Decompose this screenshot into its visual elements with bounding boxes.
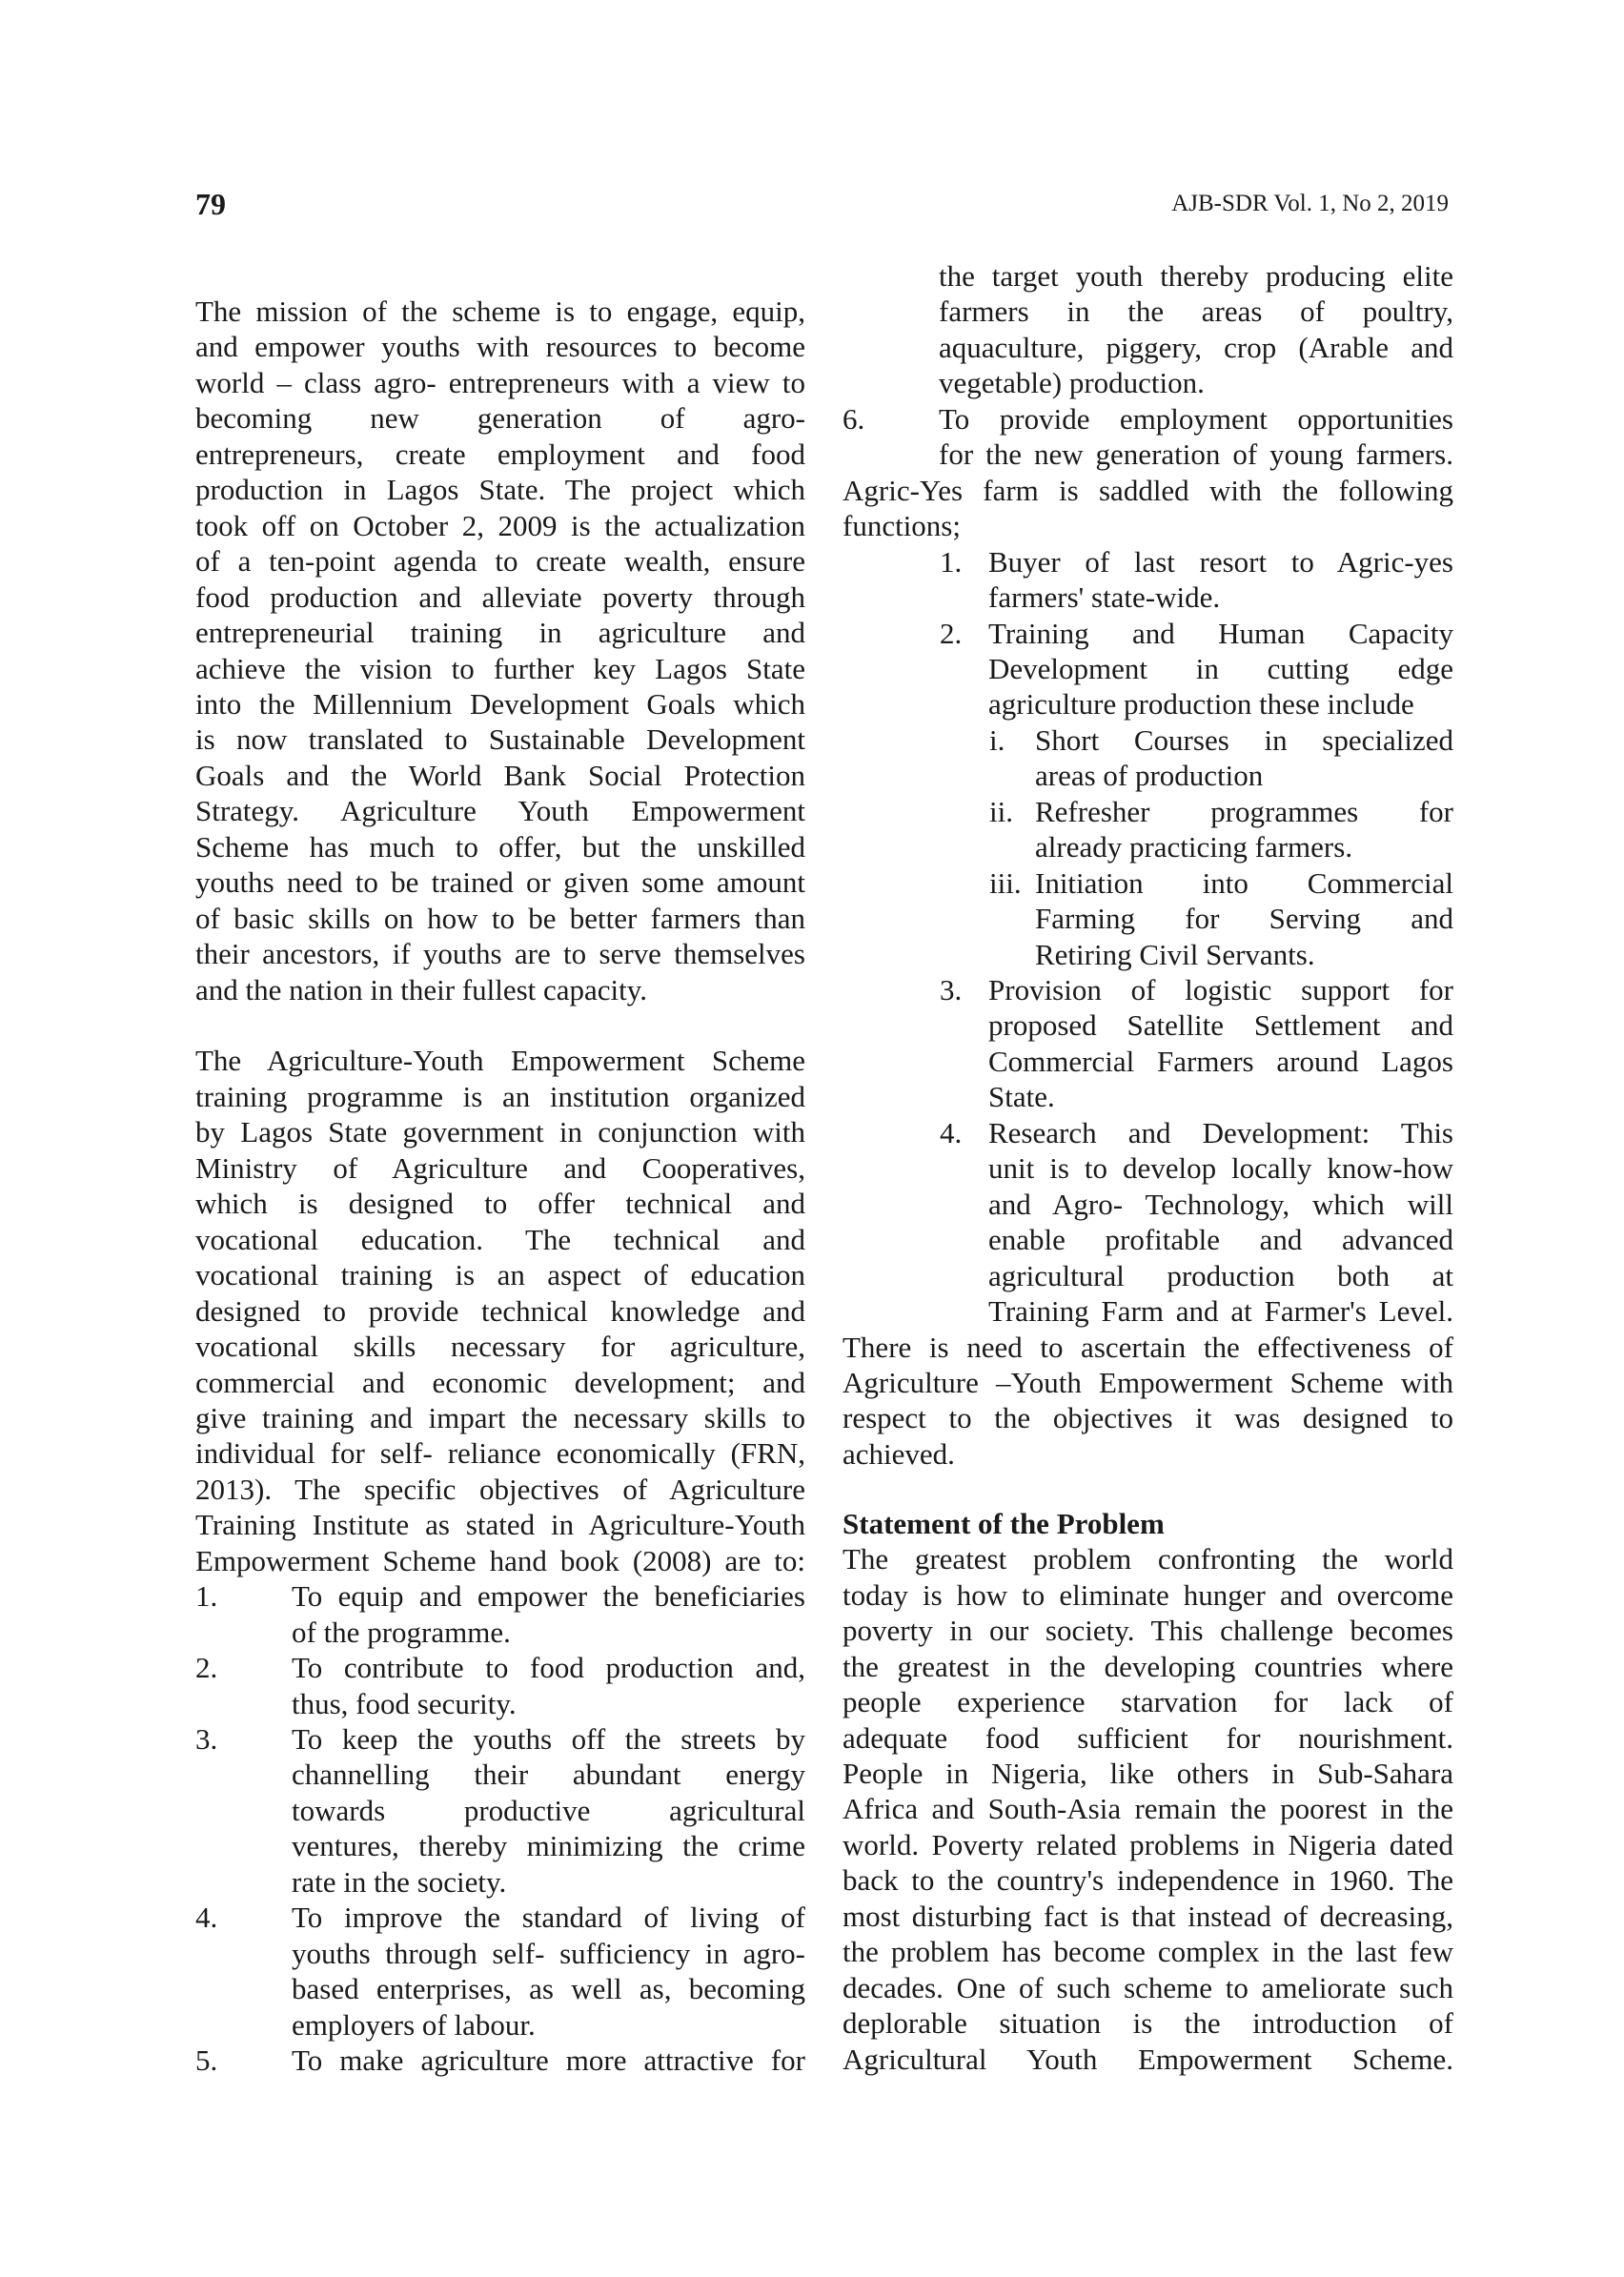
paragraph-line: functions; [842,509,961,543]
paragraph-line: commercial and economic development; and [195,1365,805,1399]
paragraph-line: deplorable situation is the introduction of [842,2006,1453,2041]
paragraph-line: food production and alleviate poverty through [195,579,805,614]
list-item-line: based enterprises, as well as, becoming [292,1972,805,2006]
function-line: Training Farm and at Farmer's Level. [988,1294,1453,1329]
paragraph-line: adequate food sufficient for nourishment. [842,1720,1453,1755]
paragraph-line: which is designed to offer technical and [195,1187,805,1221]
paragraph-line: training programme is an institution organized [195,1079,805,1113]
paragraph-line: Africa and South-Asia remain the poorest in the [842,1792,1453,1826]
list-item-line: To contribute to food production and, [292,1651,805,1685]
sub-item-line: Initiation into Commercial [1035,865,1453,900]
list-item-line: aquaculture, piggery, crop (Arable and [939,330,1453,364]
list-number: 6. [842,401,865,436]
paragraph-line: Agricultural Youth Empowerment Scheme. [842,2042,1453,2076]
function-number: 2. [940,616,963,650]
list-item-line: youths through self- sufficiency in agro- [292,1936,805,1970]
list-item-line: ventures, thereby minimizing the crime [292,1829,805,1863]
sub-list-roman: i. [989,722,1005,757]
function-line: unit is to develop locally know-how [988,1151,1453,1186]
list-item-line: of the programme. [292,1615,511,1649]
list-item-line: To equip and empower the beneficiaries [292,1579,805,1614]
function-line: farmers' state-wide. [988,580,1221,615]
list-item-line: To make agriculture more attractive for [292,2043,805,2078]
function-line: enable profitable and advanced [988,1223,1453,1257]
paragraph-line: achieved. [842,1436,955,1471]
list-item-line: rate in the society. [292,1864,507,1899]
sub-item-line: Short Courses in specialized [1035,722,1453,757]
list-item-line: channelling their abundant energy [292,1758,805,1792]
paragraph-line: the greatest in the developing countries where [842,1649,1453,1683]
paragraph-line: Goals and the World Bank Social Protection [195,758,805,792]
paragraph-line: back to the country's independence in 1960. The [842,1863,1453,1898]
paragraph-line: entrepreneurs, create employment and food [195,437,805,471]
list-item-line: To provide employment opportunities [939,401,1453,436]
list-item-line: vegetable) production. [939,366,1205,400]
function-line: Provision of logistic support for [988,973,1453,1006]
paragraph-line: by Lagos State government in conjunction with [195,1115,805,1149]
paragraph-line: world. Poverty related problems in Nigeria dated [842,1827,1453,1861]
paragraph-line: achieve the vision to further key Lagos State [195,651,805,685]
paragraph-line: of basic skills on how to be better farmers than [195,901,805,935]
function-number: 3. [940,973,963,1006]
paragraph-line: today is how to eliminate hunger and overcome [842,1577,1453,1612]
paragraph-line: production in Lagos State. The project which [195,473,805,507]
list-item-line: farmers in the areas of poultry, [939,295,1453,329]
paragraph-line: and the nation in their fullest capacity. [195,972,648,1006]
list-number: 4. [195,1901,218,1935]
paragraph-line: the problem has become complex in the last few [842,1935,1453,1969]
paragraph-line: Training Institute as stated in Agriculture-Youth [195,1508,805,1542]
sub-item-line: Farming for Serving and [1035,902,1453,936]
paragraph-line: entrepreneurial training in agriculture and [195,616,805,650]
function-line: agriculture production these include [988,687,1414,722]
paragraph-line: world – class agro- entrepreneurs with a view to [195,365,805,399]
paragraph-line: took off on October 2, 2009 is the actualization [195,508,805,542]
paragraph-line: is now translated to Sustainable Development [195,722,805,757]
function-line: Research and Development: This [988,1115,1453,1149]
paragraph-line: Agriculture –Youth Empowerment Scheme with [842,1365,1453,1399]
function-line: proposed Satellite Settlement and [988,1008,1453,1043]
paragraph-line: into the Millennium Development Goals which [195,686,805,721]
paragraph-line: 2013). The specific objectives of Agriculture [195,1472,805,1506]
paragraph-line: The mission of the scheme is to engage, equip, [195,295,805,328]
sub-item-line: already practicing farmers. [1035,830,1353,864]
section-heading: Statement of the Problem [842,1506,1165,1540]
list-number: 5. [195,2043,218,2078]
paragraph-line: Ministry of Agriculture and Cooperatives, [195,1150,805,1185]
function-number: 4. [940,1115,963,1149]
function-line: Commercial Farmers around Lagos [988,1044,1453,1078]
paragraph-line: individual for self- reliance economically (FRN, [195,1436,805,1471]
paragraph-line: Agric-Yes farm is saddled with the following [842,473,1453,507]
paragraph-line: give training and impart the necessary skills to [195,1400,805,1434]
paragraph-line: vocational training is an aspect of education [195,1258,805,1292]
list-item-line: thus, food security. [292,1686,517,1720]
paragraph-line: People in Nigeria, like others in Sub-Sahara [842,1757,1453,1791]
function-line: State. [988,1080,1055,1114]
function-line: Development in cutting edge [988,651,1453,685]
function-number: 1. [940,544,963,579]
list-number: 3. [195,1722,218,1756]
paragraph-line: Strategy. Agriculture Youth Empowerment [195,794,805,828]
paragraph-line: their ancestors, if youths are to serve themselves [195,937,805,971]
paragraph-line: The greatest problem confronting the world [842,1542,1453,1576]
list-item-line: the target youth thereby producing elite [939,259,1453,293]
paragraph-line: There is need to ascertain the effectiveness of [842,1330,1453,1364]
list-item-line: To keep the youths off the streets by [292,1722,805,1756]
list-item-line: towards productive agricultural [292,1793,805,1827]
list-item-line: To improve the standard of living of [292,1901,805,1935]
paragraph-line: respect to the objectives it was designed to [842,1401,1453,1435]
list-number: 1. [195,1579,218,1614]
sub-item-line: Retiring Civil Servants. [1035,937,1315,971]
journal-citation: AJB-SDR Vol. 1, No 2, 2019 [1171,191,1449,216]
paragraph-line: and empower youths with resources to become [195,330,805,364]
list-number: 2. [195,1651,218,1685]
paragraph-line: decades. One of such scheme to ameliorate such [842,1970,1453,2004]
paragraph-line: Empowerment Scheme hand book (2008) are to: [195,1543,805,1577]
paragraph-line: The Agriculture-Youth Empowerment Scheme [195,1044,805,1078]
paragraph-line: designed to provide technical knowledge and [195,1293,805,1328]
function-line: agricultural production both at [988,1258,1453,1292]
paragraph-line: of a ten-point agenda to create wealth, ensure [195,544,805,579]
list-item-line: employers of labour. [292,2007,536,2042]
function-line: Training and Human Capacity [988,616,1453,650]
function-line: and Agro- Technology, which will [988,1187,1453,1221]
sub-list-roman: iii. [989,865,1022,900]
list-item-line: for the new generation of young farmers. [939,437,1453,472]
sub-list-roman: ii. [989,794,1013,828]
paragraph-line: Scheme has much to offer, but the unskilled [195,829,805,864]
paragraph-line: vocational education. The technical and [195,1222,805,1256]
paragraph-line: youths need to be trained or given some amount [195,865,805,900]
paragraph-line: most disturbing fact is that instead of decreasing, [842,1899,1453,1933]
paragraph-line: vocational skills necessary for agriculture, [195,1330,805,1364]
paragraph-line: poverty in our society. This challenge becomes [842,1614,1453,1648]
page-number: 79 [195,187,226,221]
paragraph-line: becoming new generation of agro- [195,401,805,436]
function-line: Buyer of last resort to Agric-yes [988,544,1453,579]
sub-item-line: Refresher programmes for [1035,794,1453,828]
paragraph-line: people experience starvation for lack of [842,1685,1453,1719]
sub-item-line: areas of production [1035,759,1264,793]
